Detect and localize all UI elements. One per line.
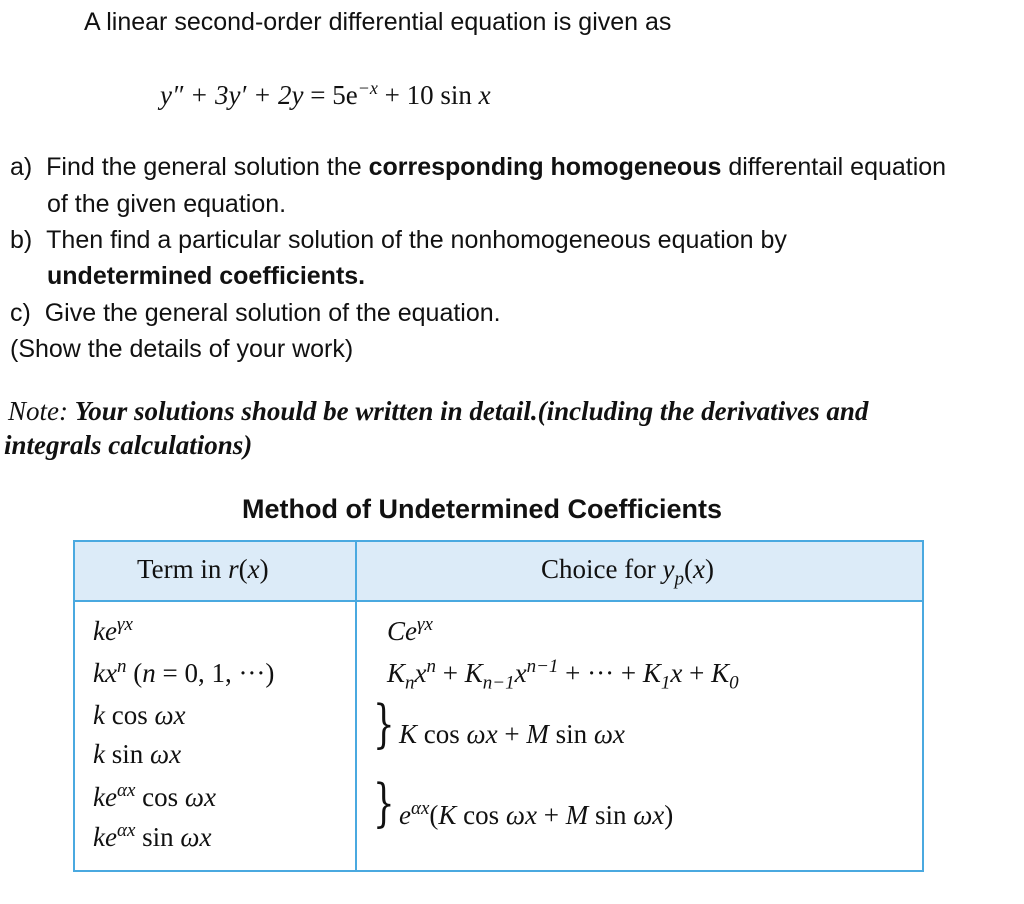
equation-var: x [478, 80, 491, 110]
equation-exponent: −x [357, 78, 378, 98]
equation-lhs: y″ + 3y′ + 2y [160, 80, 304, 110]
coefficients-table [73, 540, 924, 872]
part-a-bold: corresponding homogeneous [368, 153, 722, 181]
intro-text: A linear second-order differential equation is given as [84, 8, 672, 36]
part-b-prefix: b) [10, 226, 33, 254]
part-c-line [10, 299, 501, 328]
note-label: Note: [8, 396, 68, 426]
term-row-5: $ke^{\alpha x}$ cos ωx [93, 780, 216, 812]
note-line1 [8, 396, 868, 427]
part-b-bold: undetermined coefficients. [47, 262, 366, 290]
part-a-text2: differentail equation [721, 153, 947, 181]
table-title: Method of Undetermined Coefficients [241, 494, 722, 524]
part-a-line1 [10, 153, 946, 182]
term-row-3: k cos ωx [93, 700, 186, 730]
col2-header: Choice for $y_p(x)$ [541, 554, 714, 590]
choice-row-2: $K_nx^n + K_{n-1}x^{n-1}$ + ··· + $K_1x + K_0$ [387, 656, 739, 694]
part-a-prefix: a) [10, 153, 33, 181]
main-equation [160, 78, 491, 111]
brace-icon: } [373, 695, 395, 755]
col1-header: Term in r(x) [137, 554, 269, 584]
term-row-6: $ke^{\alpha x}$ sin ωx [93, 820, 212, 852]
note-text1: Your solutions should be written in detail.(including the derivatives and [74, 396, 869, 426]
brace-icon: } [373, 774, 395, 834]
equation-equals: = [310, 80, 326, 110]
part-a-line2: of the given equation. [47, 190, 287, 218]
column-divider [355, 542, 357, 870]
part-b-line2 [47, 262, 365, 291]
term-row-4: k sin ωx [93, 739, 182, 769]
choice-row-1: $Ce^{\gamma x}$ [387, 614, 433, 646]
equation-rest: + 10 [384, 80, 434, 110]
note-line2: integrals calculations) [4, 430, 253, 460]
equation-sin: sin [440, 80, 472, 110]
term-row-1: $ke^{\gamma x}$ [93, 614, 133, 646]
part-c-prefix: c) [10, 299, 31, 327]
part-a-text1: Find the general solution the [46, 153, 369, 181]
equation-coef: 5e [332, 80, 358, 110]
term-row-2: $kx^n$ (n = 0, 1, ···) [93, 656, 275, 688]
part-c-text: Give the general solution of the equation. [44, 299, 501, 327]
show-work-line: (Show the details of your work) [10, 335, 354, 363]
part-b-line1 [10, 226, 787, 255]
table-header [75, 542, 922, 602]
choice-trig: K cos ωx + M sin ωx [399, 719, 625, 749]
part-b-text1: Then find a particular solution of the nonhomogeneous equation by [46, 226, 787, 254]
choice-exp-trig: $e^{\alpha x}(K$ cos ωx + M sin ωx) [399, 798, 674, 830]
